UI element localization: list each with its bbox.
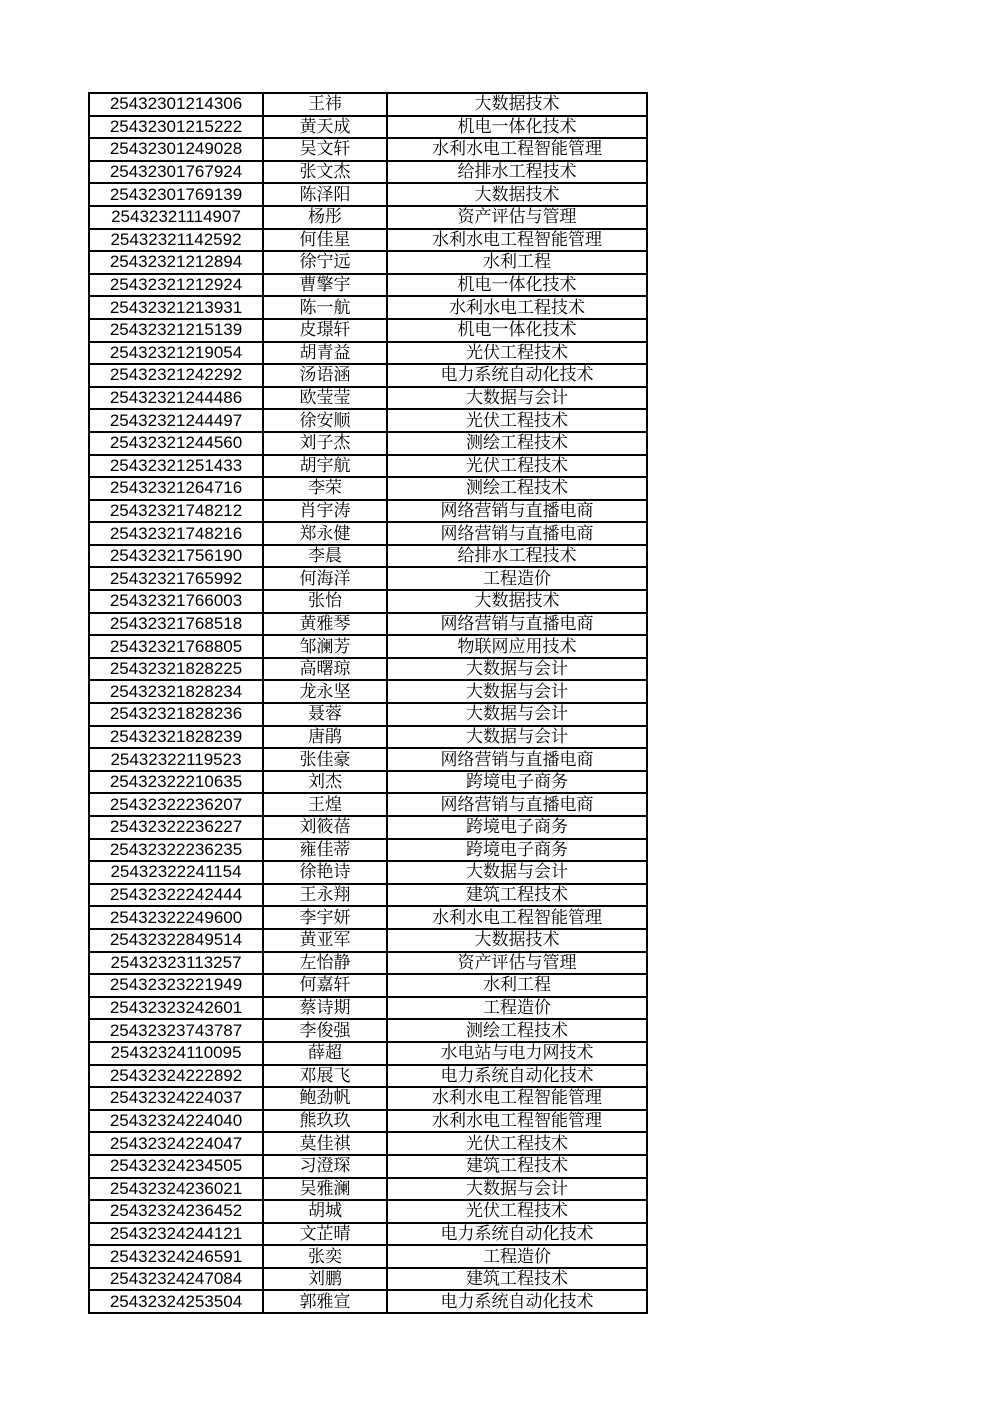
student-name-cell: 吴雅澜	[263, 1178, 387, 1201]
student-id-cell: 25432301769139	[89, 183, 263, 206]
table-row	[89, 183, 647, 206]
program-cell: 测绘工程技术	[387, 432, 647, 455]
student-id-cell: 25432321748212	[89, 500, 263, 523]
table-row	[89, 138, 647, 161]
table-row	[89, 771, 647, 794]
student-id-cell: 25432321244497	[89, 409, 263, 432]
table-row	[89, 1065, 647, 1088]
student-id-cell: 25432324110095	[89, 1042, 263, 1065]
student-name-cell: 文芷晴	[263, 1223, 387, 1246]
student-id-cell: 25432321219054	[89, 342, 263, 365]
student-name-cell: 何海洋	[263, 567, 387, 590]
table-row	[89, 455, 647, 478]
student-name-cell: 李俊强	[263, 1019, 387, 1042]
student-name-cell: 李宇妍	[263, 906, 387, 929]
table-row	[89, 342, 647, 365]
table-row	[89, 477, 647, 500]
table-row	[89, 1223, 647, 1246]
table-row	[89, 635, 647, 658]
student-id-cell: 25432324244121	[89, 1223, 263, 1246]
student-name-cell: 张文杰	[263, 161, 387, 184]
student-id-cell: 25432324246591	[89, 1245, 263, 1268]
table-row	[89, 116, 647, 139]
program-cell: 大数据与会计	[387, 726, 647, 749]
table-row	[89, 251, 647, 274]
student-name-cell: 蔡诗期	[263, 997, 387, 1020]
table-row	[89, 567, 647, 590]
student-name-cell: 张佳豪	[263, 748, 387, 771]
program-cell: 电力系统自动化技术	[387, 364, 647, 387]
program-cell: 大数据技术	[387, 929, 647, 952]
student-name-cell: 黄天成	[263, 116, 387, 139]
student-id-cell: 25432321765992	[89, 567, 263, 590]
student-name-cell: 徐艳诗	[263, 861, 387, 884]
student-name-cell: 李晨	[263, 545, 387, 568]
program-cell: 工程造价	[387, 567, 647, 590]
student-name-cell: 龙永坚	[263, 680, 387, 703]
student-id-cell: 25432301214306	[89, 93, 263, 116]
table-row	[89, 409, 647, 432]
table-row	[89, 1268, 647, 1291]
program-cell: 水利水电工程智能管理	[387, 138, 647, 161]
program-cell: 电力系统自动化技术	[387, 1065, 647, 1088]
program-cell: 大数据与会计	[387, 703, 647, 726]
table-row	[89, 1019, 647, 1042]
student-id-cell: 25432324234505	[89, 1155, 263, 1178]
student-id-cell: 25432321215139	[89, 319, 263, 342]
student-id-cell: 25432321244560	[89, 432, 263, 455]
program-cell: 工程造价	[387, 1245, 647, 1268]
table-row	[89, 906, 647, 929]
table-row	[89, 274, 647, 297]
student-name-cell: 鲍劲帆	[263, 1087, 387, 1110]
program-cell: 资产评估与管理	[387, 206, 647, 229]
table-row	[89, 1178, 647, 1201]
table-row	[89, 884, 647, 907]
table-row	[89, 929, 647, 952]
table-row	[89, 1200, 647, 1223]
student-name-cell: 欧莹莹	[263, 387, 387, 410]
student-id-cell: 25432324253504	[89, 1290, 263, 1313]
student-id-cell: 25432321142592	[89, 229, 263, 252]
student-name-cell: 皮璟轩	[263, 319, 387, 342]
table-row	[89, 206, 647, 229]
program-cell: 建筑工程技术	[387, 884, 647, 907]
student-id-cell: 25432322210635	[89, 771, 263, 794]
student-name-cell: 王煌	[263, 793, 387, 816]
table-row	[89, 1155, 647, 1178]
student-id-cell: 25432322241154	[89, 861, 263, 884]
student-name-cell: 胡宇航	[263, 455, 387, 478]
table-row	[89, 726, 647, 749]
student-name-cell: 胡青益	[263, 342, 387, 365]
program-cell: 光伏工程技术	[387, 1200, 647, 1223]
table-row	[89, 861, 647, 884]
student-id-cell: 25432324224037	[89, 1087, 263, 1110]
student-name-cell: 黄雅琴	[263, 613, 387, 636]
program-cell: 水利工程	[387, 974, 647, 997]
program-cell: 跨境电子商务	[387, 839, 647, 862]
student-name-cell: 刘鹏	[263, 1268, 387, 1291]
student-id-cell: 25432322849514	[89, 929, 263, 952]
student-id-cell: 25432322242444	[89, 884, 263, 907]
student-name-cell: 莫佳祺	[263, 1132, 387, 1155]
student-id-cell: 25432321212894	[89, 251, 263, 274]
student-id-cell: 25432321756190	[89, 545, 263, 568]
student-id-cell: 25432321212924	[89, 274, 263, 297]
student-id-cell: 25432321828236	[89, 703, 263, 726]
program-cell: 水利水电工程智能管理	[387, 1087, 647, 1110]
student-name-cell: 徐安顺	[263, 409, 387, 432]
program-cell: 网络营销与直播电商	[387, 793, 647, 816]
program-cell: 光伏工程技术	[387, 409, 647, 432]
table-row	[89, 1042, 647, 1065]
table-row	[89, 319, 647, 342]
student-id-cell: 25432323221949	[89, 974, 263, 997]
student-name-cell: 郭雅宣	[263, 1290, 387, 1313]
student-id-cell: 25432322236235	[89, 839, 263, 862]
student-id-cell: 25432321828239	[89, 726, 263, 749]
student-id-cell: 25432321828234	[89, 680, 263, 703]
table-row	[89, 229, 647, 252]
program-cell: 光伏工程技术	[387, 455, 647, 478]
student-name-cell: 邹澜芳	[263, 635, 387, 658]
student-table-body	[89, 93, 647, 1313]
table-row	[89, 1132, 647, 1155]
program-cell: 测绘工程技术	[387, 477, 647, 500]
student-name-cell: 薛超	[263, 1042, 387, 1065]
table-row	[89, 387, 647, 410]
student-id-cell: 25432324247084	[89, 1268, 263, 1291]
student-id-cell: 25432301215222	[89, 116, 263, 139]
table-row	[89, 703, 647, 726]
student-name-cell: 汤语涵	[263, 364, 387, 387]
student-id-cell: 25432321213931	[89, 296, 263, 319]
student-name-cell: 曹擎宇	[263, 274, 387, 297]
program-cell: 给排水工程技术	[387, 161, 647, 184]
program-cell: 大数据与会计	[387, 387, 647, 410]
program-cell: 光伏工程技术	[387, 342, 647, 365]
program-cell: 跨境电子商务	[387, 771, 647, 794]
program-cell: 给排水工程技术	[387, 545, 647, 568]
table-row	[89, 296, 647, 319]
table-row	[89, 997, 647, 1020]
program-cell: 大数据与会计	[387, 658, 647, 681]
student-name-cell: 聂蓉	[263, 703, 387, 726]
program-cell: 水利水电工程智能管理	[387, 1110, 647, 1133]
student-id-cell: 25432322236227	[89, 816, 263, 839]
student-name-cell: 习澄琛	[263, 1155, 387, 1178]
table-row	[89, 658, 647, 681]
student-name-cell: 王祎	[263, 93, 387, 116]
student-name-cell: 徐宁远	[263, 251, 387, 274]
student-id-cell: 25432324224047	[89, 1132, 263, 1155]
student-name-cell: 杨彤	[263, 206, 387, 229]
program-cell: 建筑工程技术	[387, 1155, 647, 1178]
program-cell: 网络营销与直播电商	[387, 522, 647, 545]
program-cell: 水利工程	[387, 251, 647, 274]
program-cell: 机电一体化技术	[387, 274, 647, 297]
table-row	[89, 500, 647, 523]
program-cell: 大数据技术	[387, 590, 647, 613]
program-cell: 大数据技术	[387, 93, 647, 116]
student-name-cell: 刘杰	[263, 771, 387, 794]
student-name-cell: 张奕	[263, 1245, 387, 1268]
student-name-cell: 王永翔	[263, 884, 387, 907]
program-cell: 大数据与会计	[387, 861, 647, 884]
student-name-cell: 肖宇涛	[263, 500, 387, 523]
program-cell: 网络营销与直播电商	[387, 500, 647, 523]
program-cell: 网络营销与直播电商	[387, 613, 647, 636]
student-id-cell: 25432321768805	[89, 635, 263, 658]
program-cell: 大数据与会计	[387, 1178, 647, 1201]
student-name-cell: 张怡	[263, 590, 387, 613]
student-id-cell: 25432321748216	[89, 522, 263, 545]
program-cell: 电力系统自动化技术	[387, 1223, 647, 1246]
table-row	[89, 1110, 647, 1133]
program-cell: 水利水电工程智能管理	[387, 906, 647, 929]
student-id-cell: 25432323113257	[89, 952, 263, 975]
student-id-cell: 25432324222892	[89, 1065, 263, 1088]
table-row	[89, 680, 647, 703]
student-id-cell: 25432301249028	[89, 138, 263, 161]
program-cell: 电力系统自动化技术	[387, 1290, 647, 1313]
student-id-cell: 25432321242292	[89, 364, 263, 387]
program-cell: 物联网应用技术	[387, 635, 647, 658]
table-row	[89, 432, 647, 455]
table-row	[89, 161, 647, 184]
program-cell: 机电一体化技术	[387, 319, 647, 342]
student-id-cell: 25432321828225	[89, 658, 263, 681]
student-name-cell: 李荣	[263, 477, 387, 500]
table-row	[89, 839, 647, 862]
student-name-cell: 何佳星	[263, 229, 387, 252]
program-cell: 大数据与会计	[387, 680, 647, 703]
student-id-cell: 25432321244486	[89, 387, 263, 410]
program-cell: 测绘工程技术	[387, 1019, 647, 1042]
table-row	[89, 1290, 647, 1313]
student-name-cell: 陈一航	[263, 296, 387, 319]
table-row	[89, 816, 647, 839]
student-id-cell: 25432324236021	[89, 1178, 263, 1201]
program-cell: 水利水电工程智能管理	[387, 229, 647, 252]
student-name-cell: 邓展飞	[263, 1065, 387, 1088]
table-row	[89, 545, 647, 568]
student-id-cell: 25432323743787	[89, 1019, 263, 1042]
table-row	[89, 793, 647, 816]
student-id-cell: 25432322249600	[89, 906, 263, 929]
program-cell: 机电一体化技术	[387, 116, 647, 139]
program-cell: 跨境电子商务	[387, 816, 647, 839]
student-id-cell: 25432324236452	[89, 1200, 263, 1223]
student-name-cell: 何嘉轩	[263, 974, 387, 997]
student-name-cell: 熊玖玖	[263, 1110, 387, 1133]
student-id-cell: 25432321766003	[89, 590, 263, 613]
student-id-cell: 25432322236207	[89, 793, 263, 816]
student-id-cell: 25432323242601	[89, 997, 263, 1020]
student-name-cell: 雍佳蒂	[263, 839, 387, 862]
table-row	[89, 93, 647, 116]
program-cell: 工程造价	[387, 997, 647, 1020]
table-row	[89, 974, 647, 997]
program-cell: 光伏工程技术	[387, 1132, 647, 1155]
table-row	[89, 952, 647, 975]
student-id-cell: 25432321264716	[89, 477, 263, 500]
student-id-cell: 25432322119523	[89, 748, 263, 771]
student-name-cell: 吴文轩	[263, 138, 387, 161]
student-id-cell: 25432321251433	[89, 455, 263, 478]
table-row	[89, 748, 647, 771]
program-cell: 建筑工程技术	[387, 1268, 647, 1291]
program-cell: 资产评估与管理	[387, 952, 647, 975]
student-roster-table	[88, 92, 648, 1314]
student-name-cell: 胡城	[263, 1200, 387, 1223]
program-cell: 水电站与电力网技术	[387, 1042, 647, 1065]
table-row	[89, 613, 647, 636]
program-cell: 大数据技术	[387, 183, 647, 206]
student-name-cell: 刘筱蓓	[263, 816, 387, 839]
student-name-cell: 黄亚军	[263, 929, 387, 952]
table-row	[89, 522, 647, 545]
student-name-cell: 左怡静	[263, 952, 387, 975]
student-name-cell: 郑永健	[263, 522, 387, 545]
student-id-cell: 25432321114907	[89, 206, 263, 229]
student-name-cell: 高曙琼	[263, 658, 387, 681]
table-row	[89, 590, 647, 613]
student-name-cell: 刘子杰	[263, 432, 387, 455]
table-row	[89, 1087, 647, 1110]
program-cell: 网络营销与直播电商	[387, 748, 647, 771]
student-id-cell: 25432301767924	[89, 161, 263, 184]
student-name-cell: 唐鹃	[263, 726, 387, 749]
table-row	[89, 1245, 647, 1268]
student-name-cell: 陈泽阳	[263, 183, 387, 206]
student-id-cell: 25432324224040	[89, 1110, 263, 1133]
student-id-cell: 25432321768518	[89, 613, 263, 636]
program-cell: 水利水电工程技术	[387, 296, 647, 319]
table-row	[89, 364, 647, 387]
